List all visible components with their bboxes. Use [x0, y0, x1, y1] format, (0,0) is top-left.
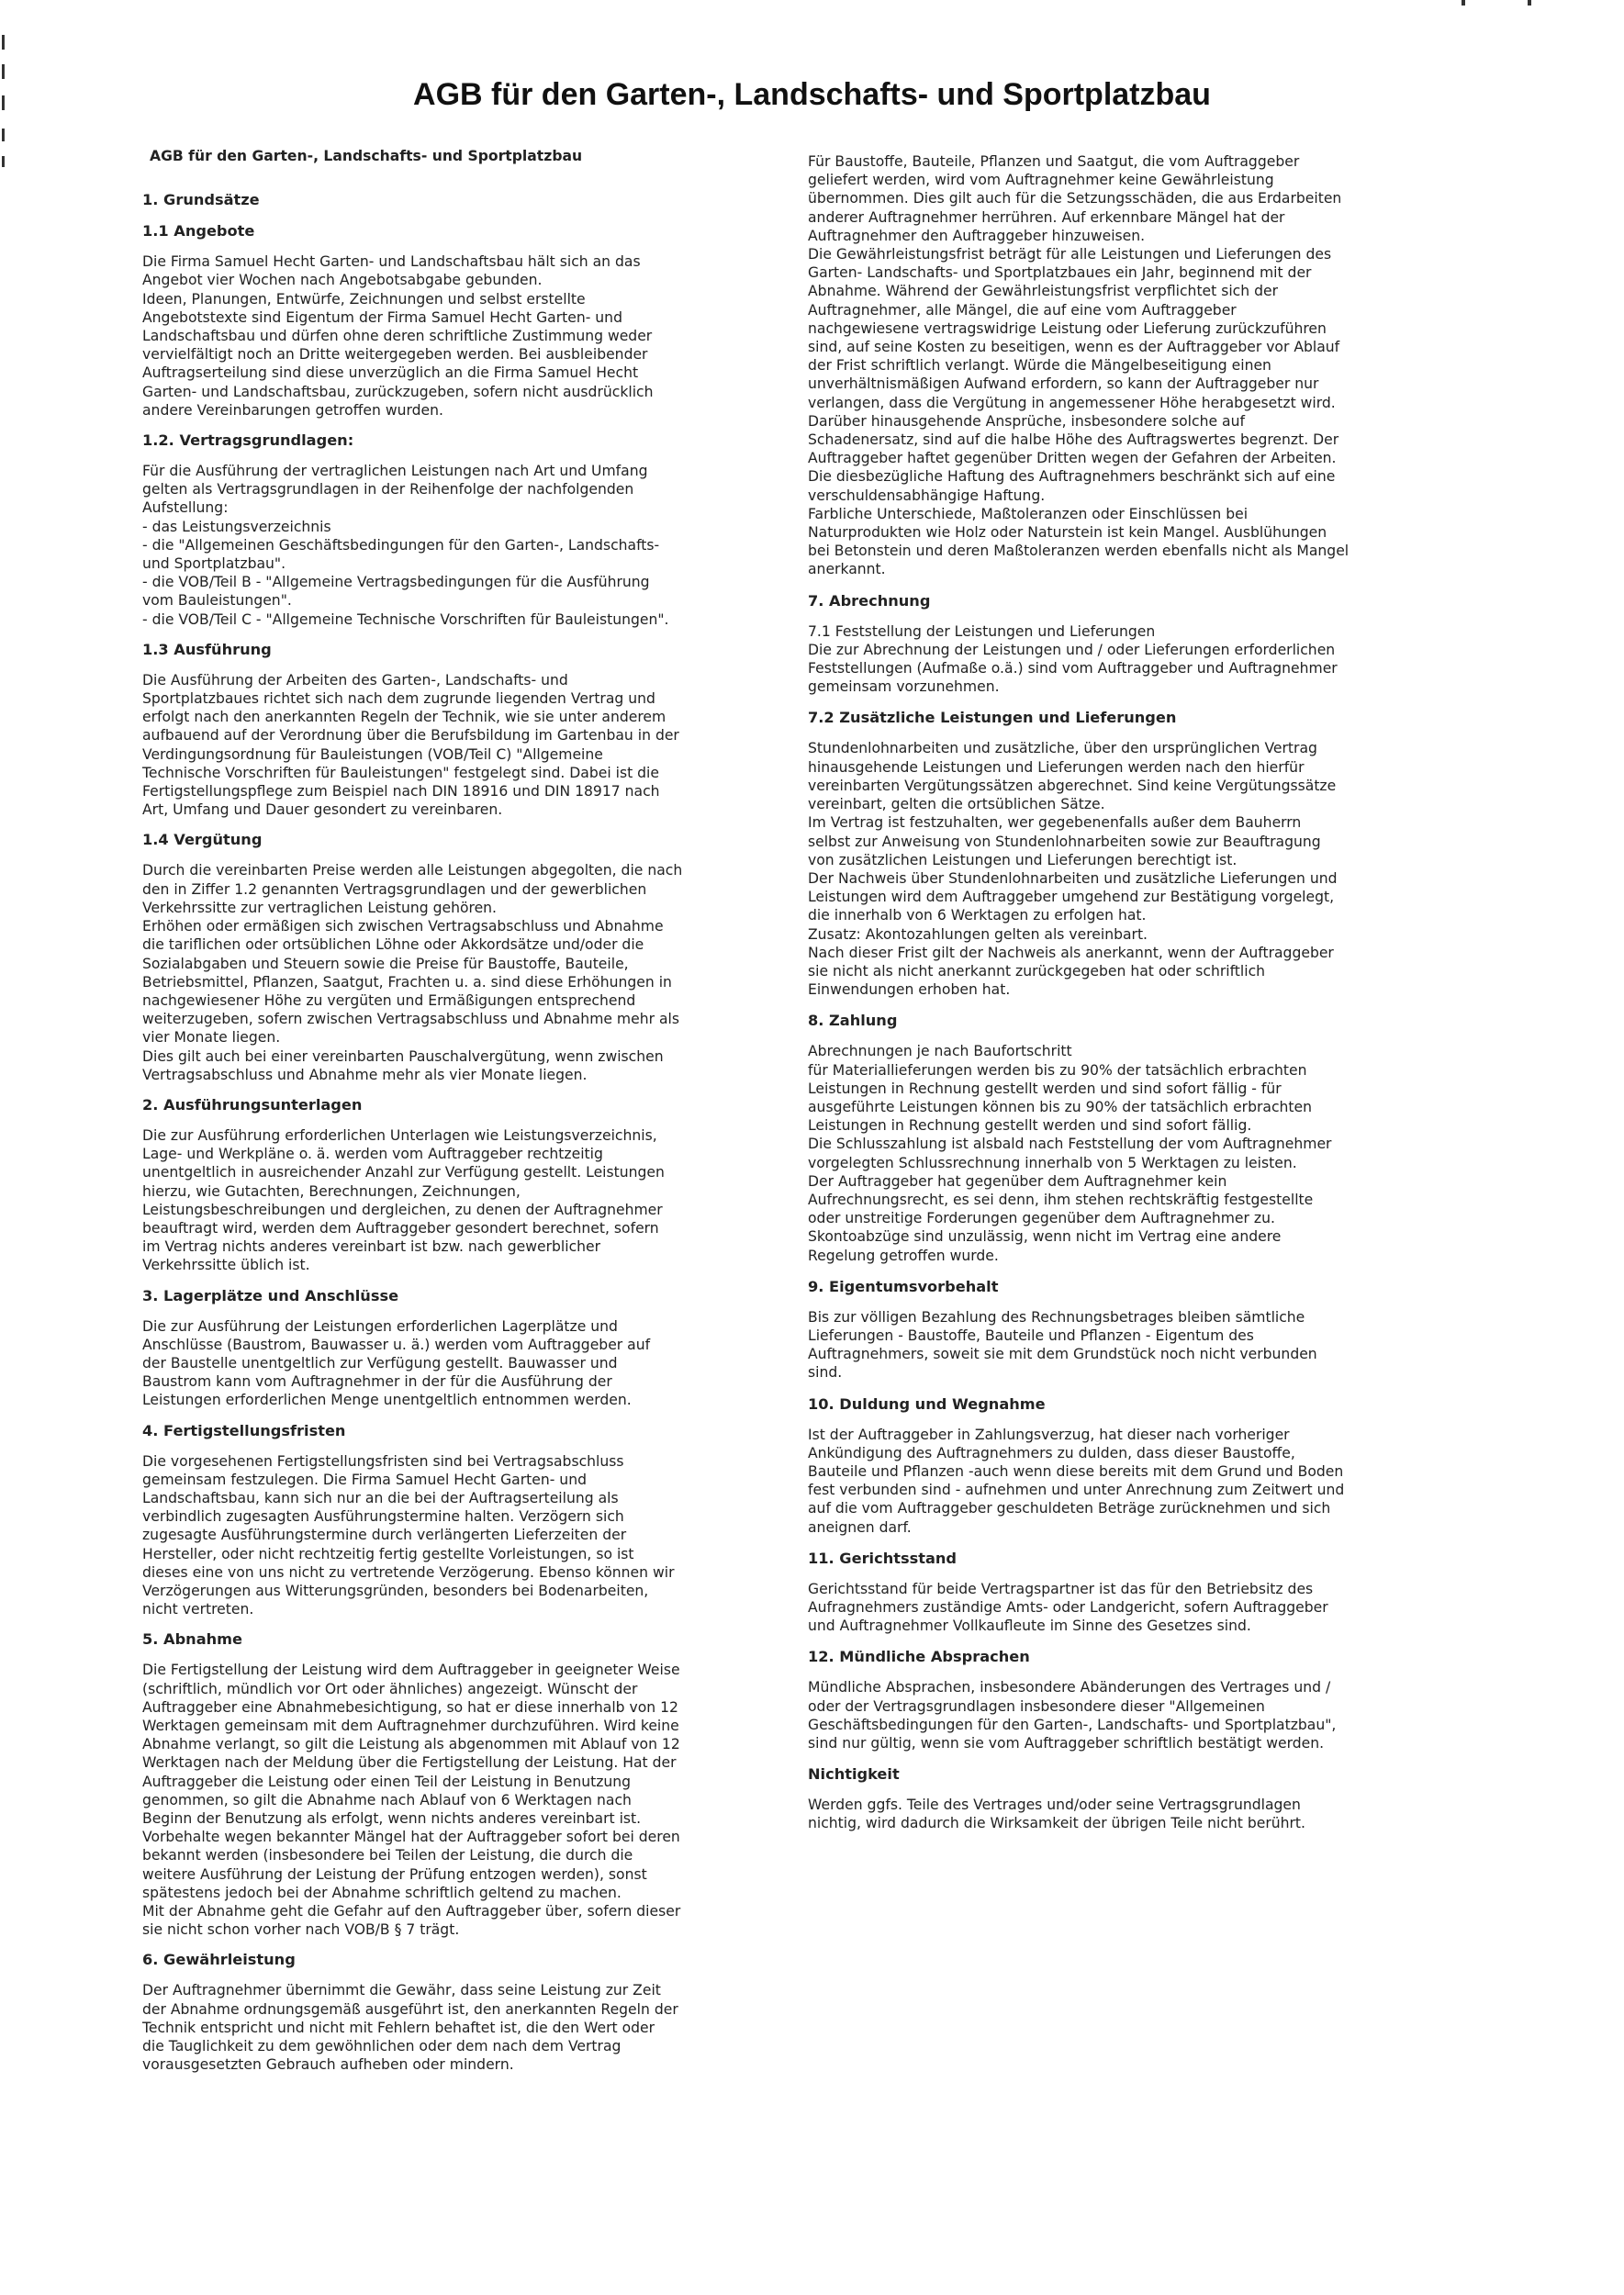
section-paragraph: Ist der Auftraggeber in Zahlungsverzug, hat dieser nach vorheriger Ankündigung des Auftragnehmers zu dulden, dass dieser Baustoffe, Bauteile und Pflanzen -auch wenn diese bereits mit dem Grund und Boden fest verbunden sind - aufnehmen und unter Anrechnung zum Zeitwert und auf die vom Auftraggeber geschuldeten Beträge zurücknehmen und sich aneignen darf. — [808, 1426, 1345, 1536]
section — [142, 1286, 748, 1410]
section-paragraph: Der Auftragnehmer übernimmt die Gewähr, dass seine Leistung zur Zeit der Abnahme ordnungsgemäß ausgeführt ist, den anerkannten Regeln der Technik entspricht und nicht mit Fehlern behaftet ist, die den Wert oder die Tauglichkeit zu dem gewöhnlichen oder dem nach dem Vertrag vorausgesetzten Gebrauch aufheben oder mindern. — [142, 1982, 678, 2074]
section-heading: 6. Gewährleistung — [142, 1951, 296, 1969]
section-heading: 7. Abrechnung — [808, 591, 931, 610]
section-paragraph: Die vorgesehenen Fertigstellungsfristen sind bei Vertragsabschluss gemeinsam festzulegen. Die Firma Samuel Hecht Garten- und Landschaftsbau, kann sich nur an die bei der Auftragserteilung als verbindlich zugesagten Ausführungstermine halten. Verzögern sich zugesagte Ausführungstermine durch verlängerten Lieferzeiten der Hersteller, oder nicht rechtzeitig fertig gestellte Vorleistungen, so ist dieses eine von uns nicht zu vertretende Verzögerung. Ebenso können wir Verzögerungen aus Witterungsgründen, besonders bei Bodenarbeiten, nicht vertreten. — [142, 1452, 675, 1618]
section-paragraph: Die zur Ausführung erforderlichen Unterlagen wie Leistungsverzeichnis, Lage- und Werkpläne o. ä. werden vom Auftraggeber rechtzeitig unentgeltlich in ausreichender Anzahl zur Verfügung gestellt. Leistungen hierzu, wie Gutachten, Berechnungen, Zeichnungen, Leistungsbeschreibungen und dergleichen, zu denen der Auftragnehmer beauftragt wird, werden dem Auftraggeber gesondert berechnet, sofern im Vertrag nichts anderes vereinbart ist bzw. nach gewerblicher Verkehrssitte üblich ist. — [142, 1126, 665, 1274]
section-paragraph: Werden ggfs. Teile des Vertrages und/oder seine Vertragsgrundlagen nichtig, wird dadurch die Wirksamkeit der übrigen Teile nicht berührt. — [808, 1797, 1305, 1832]
section — [808, 1647, 1395, 1752]
section — [808, 1277, 1395, 1383]
right-sections — [808, 152, 1395, 1833]
section — [808, 708, 1395, 999]
section — [142, 640, 748, 820]
section-heading: 4. Fertigstellungsfristen — [142, 1421, 346, 1439]
section-paragraph: 7.1 Feststellung der Leistungen und Lieferungen Die zur Abrechnung der Leistungen und / oder Lieferungen erforderlichen Feststellungen (Aufmaße o.ä.) sind vom Auftraggeber und Auftragnehmer gemeinsam vorzunehmen. — [808, 622, 1338, 696]
page-title: AGB für den Garten-, Landschafts- und Sportplatzbau — [413, 77, 1211, 112]
scan-mark — [1528, 0, 1531, 6]
section-heading: 11. Gerichtsstand — [808, 1549, 958, 1567]
section — [142, 1629, 748, 1939]
section-paragraph: Durch die vereinbarten Preise werden alle Leistungen abgegolten, die nach den in Ziffer 1.2 genannten Vertragsgrundlagen und der gewerblichen Verkehrssitte zur vertraglichen Leistung gehören. Erhöhen oder ermäßigen sich zwischen Vertragsabschluss und Abnahme die tariflichen oder ortsüblichen Löhne oder Akkordsätze und/oder die Sozialabgaben und Steuern sowie die Preise für Baustoffe, Bauteile, Betriebsmittel, Pflanzen, Saatgut, Frachten u. a. sind diese Erhöhungen in nachgewiesener Höhe zu vergüten und Ermäßigungen entsprechend weiterzugeben, sofern zwischen Vertragsabschluss und Abnahme mehr als vier Monate liegen. Dies gilt auch bei einer vereinbarten Pauschalvergütung, wenn zwischen Vertragsabschluss und Abnahme mehr als vier Monate liegen. — [142, 862, 683, 1083]
section-paragraph: Für Baustoffe, Bauteile, Pflanzen und Saatgut, die vom Auftraggeber geliefert werden, wird vom Auftragnehmer keine Gewährleistung übernommen. Dies gilt auch für die Setzungsschäden, die aus Erdarbeiten anderer Auftragnehmer herrühren. Auf erkennbare Mängel hat der Auftragnehmer den Auftraggeber hinzuweisen. Die Gewährleistungsfrist beträgt für alle Leistungen und Lieferungen des Garten- Landschafts- und Sportplatzbaues ein Jahr, beginnend mit der Abnahme. Während der Gewährleistungsfrist verpflichtet sich der Auftragnehmer, alle Mängel, die auf eine vom Auftraggeber nachgewiesene vertragswidrige Leistung oder Lieferung zurückzuführen sind, auf seine Kosten zu beseitigen, wenn es der Auftraggeber vor Ablauf der Frist schriftlich verlangt. Würde die Mängelbeseitigung einen unverhältnismäßigen Aufwand erfordern, so kann der Auftraggeber nur verlangen, dass die Vergütung in angemessener Höhe herabgesetzt wird. Darüber hinausgehende Ansprüche, insbesondere solche auf Schadenersatz, sind auf die halbe Höhe des Auftragswertes begrenzt. Der Auftraggeber haftet gegenüber Dritten wegen der Gefahren der Arbeiten. Die diesbezügliche Haftung des Auftragnehmers beschränkt sich auf eine verschuldensabhängige Haftung. Farbliche Unterschiede, Maßtoleranzen oder Einschlüssen bei Naturprodukten wie Holz oder Naturstein ist kein Mangel. Ausblühungen bei Betonstein und deren Maßtoleranzen werden ebenfalls nicht als Mangel anerkannt. — [808, 153, 1350, 578]
section-paragraph: Die Fertigstellung der Leistung wird dem Auftraggeber in geeigneter Weise (schriftlich, mündlich vor Ort oder ähnliches) angezeigt. Wünscht der Auftraggeber eine Abnahmebesichtigung, so hat er diese innerhalb von 12 Werktagen gemeinsam mit dem Auftragnehmer durchzuführen. Wird keine Abnahme verlangt, so gilt die Leistung als abgenommen mit Ablauf von 12 Werktagen nach der Meldung über die Fertigstellung der Leistung. Hat der Auftraggeber die Leistung oder einen Teil der Leistung in Benutzung genommen, so gilt die Abnahme nach Ablauf von 6 Werktagen nach Beginn der Benutzung als erfolgt, wenn nichts anderes vereinbart ist. Vorbehalte wegen bekannter Mängel hat der Auftraggeber sofort bei deren bekannt werden (insbesondere bei Teilen der Leistung, die durch die weitere Ausführung der Leistung der Prüfung entzogen werden), sonst spätestens jedoch bei der Abnahme schriftlich geltend zu machen. Mit der Abnahme geht die Gefahr auf den Auftraggeber über, sofern dieser sie nicht schon vorher nach VOB/B § 7 trägt. — [142, 1662, 681, 1939]
section — [142, 431, 748, 629]
section-heading: 1.2. Vertragsgrundlagen: — [142, 431, 354, 450]
section — [142, 1421, 748, 1619]
scan-mark — [2, 35, 5, 50]
section-heading: 9. Eigentumsvorbehalt — [808, 1277, 999, 1295]
section — [142, 190, 748, 209]
section-paragraph: Mündliche Absprachen, insbesondere Abänderungen des Vertrages und / oder der Vertragsgrundlagen insbesondere dieser "Allgemeinen Geschäftsbedingungen für den Garten-, Landschafts- und Sportplatzbau", sind nur gültig, wenn sie vom Auftraggeber schriftlich bestätigt werden. — [808, 1679, 1337, 1752]
section-heading: 7.2 Zusätzliche Leistungen und Lieferungen — [808, 709, 1177, 727]
section — [808, 1549, 1395, 1636]
section-paragraph: Für die Ausführung der vertraglichen Leistungen nach Art und Umfang gelten als Vertragsgrundlagen in der Reihenfolge der nachfolgenden Aufstellung: - das Leistungsverzeichnis - die "Allgemeinen Geschäftsbedingungen für den Garten-, Landschafts- und Sportplatzbau". - die VOB/Teil B - "Allgemeine Vertragsbedingungen für die Ausführung vom Bauleistungen". - die VOB/Teil C - "Allgemeine Technische Vorschriften für Bauleistungen". — [142, 463, 669, 628]
section-heading: 1.4 Vergütung — [142, 831, 263, 849]
section — [808, 1011, 1395, 1264]
document-subtitle: AGB für den Garten-, Landschafts- und Sportplatzbau — [150, 148, 583, 164]
left-sections — [142, 190, 748, 2074]
section-paragraph: Die zur Ausführung der Leistungen erforderlichen Lagerplätze und Anschlüsse (Baustrom, Bauwasser u. ä.) werden vom Auftraggeber auf der Baustelle unentgeltlich zur Verfügung gestellt. Bauwasser und Baustrom kann vom Auftragnehmer in der für die Ausführung der Leistungen erforderlichen Menge unentgeltlich entnommen werden. — [142, 1317, 651, 1409]
section-heading: 5. Abnahme — [142, 1630, 242, 1649]
section-heading: 10. Duldung und Wegnahme — [808, 1394, 1046, 1413]
scan-mark — [2, 129, 5, 141]
section-heading: 12. Mündliche Absprachen — [808, 1648, 1030, 1666]
section-paragraph: Die Ausführung der Arbeiten des Garten-, Landschafts- und Sportplatzbaues richtet sich nach dem zugrunde liegenden Vertrag und erfolgt nach den anerkannten Regeln der Technik, wie sie unter anderem aufbauend auf der Verordnung über die Berufsbildung im Gartenbau in der Verdingungsordnung für Bauleistungen (VOB/Teil C) "Allgemeine Technische Vorschriften für Bauleistungen" festgelegt sind. Dabei ist die Fertigstellungspflege zum Beispiel nach DIN 18916 und DIN 18917 nach Art, Umfang und Dauer gesondert zu vereinbaren. — [142, 671, 679, 819]
section — [808, 152, 1395, 579]
section — [808, 1394, 1395, 1537]
section-heading: 3. Lagerplätze und Anschlüsse — [142, 1286, 399, 1304]
section-paragraph: Abrechnungen je nach Baufortschritt für Materiallieferungen werden bis zu 90% der tatsächlich erbrachten Leistungen in Rechnung gestellt werden und sind sofort fällig - für ausgeführte Leistungen können bis zu 90% der tatsächlich erbrachten Leistungen in Rechnung gestellt werden und sind sofort fällig. Die Schlusszahlung ist alsbald nach Feststellung der vom Auftragnehmer vorgelegten Schlussrechnung innerhalb von 5 Werktagen zu leisten. Der Auftraggeber hat gegenüber dem Auftragnehmer kein Aufrechnungsrecht, es sei denn, ihm stehen rechtskräftig festgestellte oder unstreitige Forderungen gegenüber dem Auftragnehmer zu. Skontoabzüge sind unzulässig, wenn nicht im Vertrag eine andere Regelung getroffen wurde. — [808, 1043, 1332, 1264]
section-paragraph: Bis zur völligen Bezahlung des Rechnungsbetrages bleiben sämtliche Lieferungen - Baustoffe, Bauteile und Pflanzen - Eigentum des Auftragnehmers, soweit sie mit dem Grundstück noch nicht verbunden sind. — [808, 1308, 1317, 1382]
left-column — [142, 147, 748, 2085]
section — [142, 1950, 748, 2074]
scan-mark — [1462, 0, 1465, 6]
section — [808, 591, 1395, 697]
section — [142, 830, 748, 1083]
section-heading: 8. Zahlung — [808, 1012, 898, 1030]
scan-mark — [2, 156, 5, 167]
section — [142, 221, 748, 420]
section-paragraph: Stundenlohnarbeiten und zusätzliche, über den ursprünglichen Vertrag hinausgehende Leistungen und Lieferungen werden nach den hierfür vereinbarten Vergütungssätzen abgerechnet. Sind keine Vergütungssätze vereinbart, gelten die ortsüblichen Sätze. Im Vertrag ist festzuhalten, wer gegebenenfalls außer dem Bauherrn selbst zur Anweisung von Stundenlohnarbeiten sowie zur Beauftragung von zusätzlichen Leistungen und Lieferungen berechtigt ist. Der Nachweis über Stundenlohnarbeiten und zusätzliche Lieferungen und Leistungen wird dem Auftraggeber umgehend zur Bestätigung vorgelegt, die innerhalb von 6 Werktagen zu erfolgen hat. Zusatz: Akontozahlungen gelten als vereinbart. Nach dieser Frist gilt der Nachweis als anerkannt, wenn der Auftraggeber sie nicht als nicht anerkannt zurückgegeben hat oder schriftlich Einwendungen erhoben hat. — [808, 740, 1338, 999]
section — [142, 1095, 748, 1275]
section-heading: 1.3 Ausführung — [142, 640, 272, 658]
section-paragraph: Gerichtsstand für beide Vertragspartner ist das für den Betriebsitz des Aufragnehmers zuständige Amts- oder Landgericht, sofern Auftraggeber und Auftragnehmer Vollkaufleute im Sinne des Gesetzes sind. — [808, 1580, 1328, 1635]
section — [808, 1764, 1395, 1832]
section-heading: 1.1 Angebote — [142, 222, 255, 241]
right-column — [808, 152, 1395, 1845]
section-heading: 1. Grundsätze — [142, 191, 260, 209]
section-heading: Nichtigkeit — [808, 1765, 900, 1784]
section-paragraph: Die Firma Samuel Hecht Garten- und Landschaftsbau hält sich an das Angebot vier Wochen nach Angebotsabgabe gebunden. Ideen, Planungen, Entwürfe, Zeichnungen und selbst erstellte Angebotstexte sind Eigentum der Firma Samuel Hecht Garten- und Landschaftsbau und dürfen ohne deren schriftliche Zustimmung weder vervielfältigt noch an Dritte weitergegeben werden. Bei ausbleibender Auftragserteilung sind diese unverzüglich an die Firma Samuel Hecht Garten- und Landschaftsbau, zurückzugeben, sofern nicht ausdrücklich andere Vereinbarungen getroffen wurden. — [142, 253, 654, 419]
section-heading: 2. Ausführungsunterlagen — [142, 1095, 363, 1114]
